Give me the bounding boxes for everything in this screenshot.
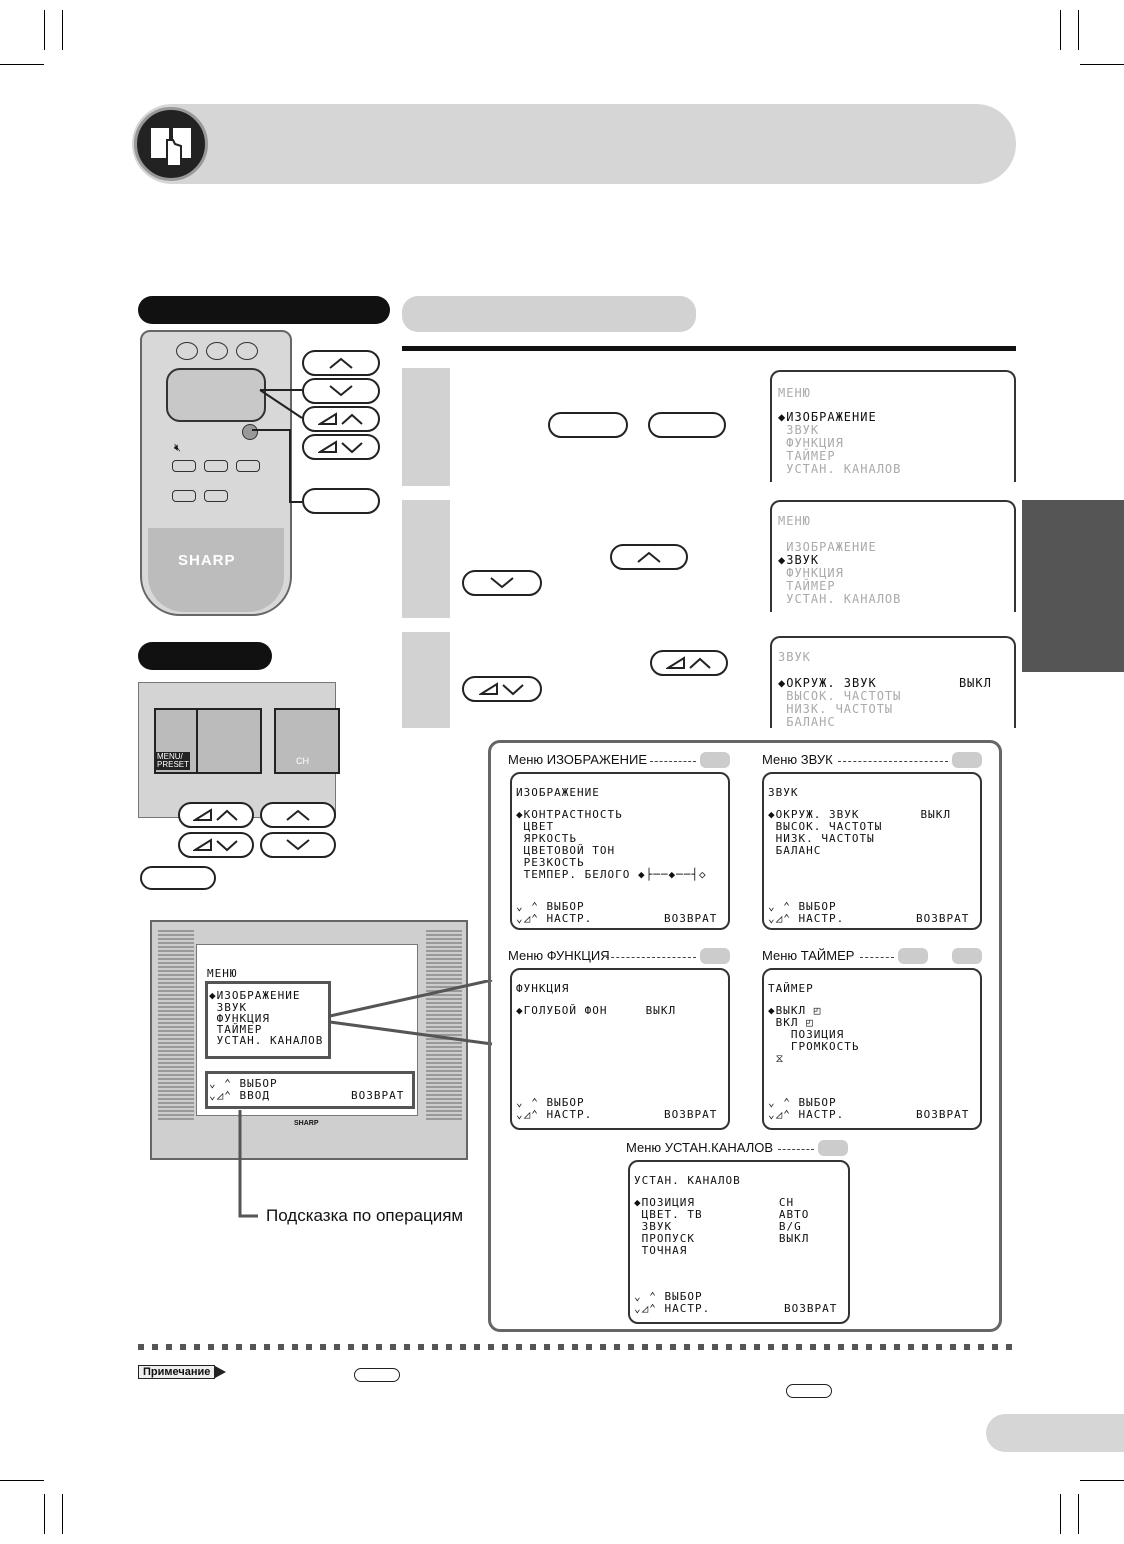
screen-item: ФУНКЦИЯ: [778, 436, 844, 450]
panel-vol-up-button: [178, 802, 254, 828]
menu-item: ТЕМПЕР. БЕЛОГО ◆├──◆──┤◇: [516, 868, 707, 881]
crop-mark: [1060, 10, 1061, 50]
panel-vol-down-button: [178, 832, 254, 858]
screen-item: УСТАН. КАНАЛОВ: [778, 592, 902, 606]
remote-button: [204, 460, 228, 472]
label-dotted-leader: [838, 761, 948, 762]
menu-item: ГРОМКОСТЬ: [768, 1040, 860, 1053]
menu-item: ЦВЕТОВОЙ ТОН: [516, 844, 616, 857]
crop-mark: [0, 64, 44, 65]
screen-item: ТАЙМЕР: [778, 579, 836, 593]
menu-item: ЦВЕТ. ТВ АВТО: [634, 1208, 810, 1221]
help-adjust: ⌄◿⌃ НАСТР.: [768, 1108, 845, 1121]
crop-mark: [1078, 1494, 1079, 1534]
channels-menu-screen: [628, 1160, 850, 1324]
label-dotted-leader: [778, 1149, 814, 1150]
section-header-bar: [132, 104, 1016, 184]
menu-item: ◆ГОЛУБОЙ ФОН ВЫКЛ: [516, 1004, 677, 1017]
crop-mark: [44, 1494, 45, 1534]
note-inline-button: [354, 1368, 400, 1382]
help-return: ВОЗВРАТ: [916, 1108, 970, 1121]
dotted-separator: [138, 1344, 1016, 1350]
step-2-marker: [402, 500, 450, 618]
crop-mark: [0, 1480, 44, 1481]
menu-item: РЕЗКОСТЬ: [516, 856, 585, 869]
screen-title: МЕНЮ: [778, 514, 811, 528]
screen-item: УСТАН. КАНАЛОВ: [778, 462, 902, 476]
page-ref-tab: [952, 948, 982, 964]
help-select: ⌄ ⌃ ВЫБОР: [516, 1096, 585, 1109]
note-label: [138, 1364, 227, 1380]
remote-brand: SHARP: [178, 552, 236, 569]
sound-menu-screen: [762, 772, 982, 930]
crop-mark: [1080, 1480, 1124, 1481]
timer-menu-screen: [762, 968, 982, 1130]
step-1-marker: [402, 368, 450, 486]
help-return: ВОЗВРАТ: [784, 1302, 838, 1315]
menu-title: ЗВУК: [768, 786, 799, 799]
ch-up-button: [302, 350, 380, 376]
step1-screen: [770, 370, 1016, 482]
page-ref-tab: [700, 752, 730, 768]
tv-menu-item: ТАЙМЕР: [209, 1023, 263, 1036]
step2-up-button: [610, 544, 688, 570]
screen-item-selected: ◆ИЗОБРАЖЕНИЕ: [778, 410, 877, 424]
help-adjust: ⌄◿⌃ НАСТР.: [634, 1302, 711, 1315]
menu-item: ◆ВЫКЛ ◰: [768, 1004, 822, 1017]
menu-title: УСТАН. КАНАЛОВ: [634, 1174, 741, 1187]
menu-item: БАЛАНС: [768, 844, 822, 857]
tv-help-enter: ⌄◿⌃ ВВОД: [209, 1089, 270, 1102]
menu-item: НИЗК. ЧАСТОТЫ: [768, 832, 875, 845]
step3-vol-up-button: [650, 650, 728, 676]
menu-item: ЯРКОСТЬ: [516, 832, 577, 845]
step3-vol-down-button: [462, 676, 542, 702]
menu-button: [302, 488, 380, 514]
vol-up-button: [302, 406, 380, 432]
screen-item-selected: ◆ОКРУЖ. ЗВУК ВЫКЛ: [778, 676, 992, 690]
tv-menu-title: МЕНЮ: [207, 967, 238, 980]
panel-ch-up-button: [260, 802, 336, 828]
screen-item: ВЫСОК. ЧАСТОТЫ: [778, 689, 902, 703]
steps-header-pill: [402, 296, 696, 332]
tv-help-select: ⌄ ⌃ ВЫБОР: [209, 1077, 278, 1090]
remote-button: [204, 490, 228, 502]
panel-vol-group: [196, 708, 262, 774]
remote-button: [172, 460, 196, 472]
note-label-text: Примечание: [138, 1365, 215, 1379]
remote-button-flashback: [176, 342, 198, 360]
page-ref-tab: [898, 948, 928, 964]
label-dotted-leader: [650, 761, 696, 762]
menu-item: ◆ПОЗИЦИЯ CH: [634, 1196, 795, 1209]
book-pointing-hand-icon: [134, 107, 208, 181]
crop-mark: [1080, 64, 1124, 65]
step1-menu-button: [548, 412, 628, 438]
screen-item: ЗВУК: [778, 423, 820, 437]
ch-down-button: [302, 378, 380, 404]
label-dotted-leader: [860, 957, 894, 958]
tv-menu-item: УСТАН. КАНАЛОВ: [209, 1034, 324, 1047]
vol-down-button: [302, 434, 380, 460]
panel-menu-preset-label: MENU/ PRESET: [157, 752, 190, 769]
screen-item: ФУНКЦИЯ: [778, 566, 844, 580]
help-adjust: ⌄◿⌃ НАСТР.: [516, 1108, 593, 1121]
tv-menu-item: ЗВУК: [209, 1001, 248, 1014]
menu-item: ВКЛ ◰: [768, 1016, 814, 1029]
menu-title: ИЗОБРАЖЕНИЕ: [516, 786, 600, 799]
menu-item: ◆ОКРУЖ. ЗВУК ВЫКЛ: [768, 808, 951, 821]
note-inline-button: [786, 1384, 832, 1398]
page-ref-tab: [952, 752, 982, 768]
function-menu-screen: [510, 968, 730, 1130]
menu-title: ТАЙМЕР: [768, 982, 814, 995]
channels-menu-label: Меню УСТАН.КАНАЛОВ: [626, 1140, 774, 1155]
remote-mute-icon: 🔇︎: [174, 442, 181, 454]
step1-button: [648, 412, 726, 438]
callout-lines: [230, 980, 500, 1220]
panel-ch-label: CH: [296, 756, 309, 766]
crop-mark: [44, 10, 45, 50]
crop-mark: [1078, 10, 1079, 50]
side-chapter-tab: [1022, 500, 1124, 672]
tv-speaker-left: [158, 930, 194, 1120]
menu-item: ПОЗИЦИЯ: [768, 1028, 845, 1041]
operation-hint-caption: Подсказка по операциям: [266, 1206, 464, 1225]
help-select: ⌄ ⌃ ВЫБОР: [768, 900, 837, 913]
help-return: ВОЗВРАТ: [664, 912, 718, 925]
help-adjust: ⌄◿⌃ НАСТР.: [768, 912, 845, 925]
page-ref-tab: [818, 1140, 848, 1156]
steps-rule: [402, 346, 1016, 351]
sound-menu-label: Меню ЗВУК: [762, 752, 833, 767]
timer-menu-label: Меню ТАЙМЕР: [762, 948, 855, 963]
remote-button-round: [206, 342, 228, 360]
menu-item: ⧖: [768, 1052, 785, 1065]
menu-item: ТОЧНАЯ: [634, 1244, 688, 1257]
picture-menu-label: Меню ИЗОБРАЖЕНИЕ: [508, 752, 647, 767]
panel-ch-down-button: [260, 832, 336, 858]
remote-callout-lines: [240, 370, 310, 510]
panel-menu-button: [140, 866, 216, 890]
tv-menu-item: ФУНКЦИЯ: [209, 1012, 270, 1025]
screen-title: ЗВУК: [778, 650, 811, 664]
note-arrow-icon: [215, 1365, 227, 1379]
crop-mark: [62, 10, 63, 50]
help-return: ВОЗВРАТ: [664, 1108, 718, 1121]
menu-title: ФУНКЦИЯ: [516, 982, 570, 995]
page-ref-tab: [700, 948, 730, 964]
step3-screen: [770, 636, 1016, 728]
menu-item: ВЫСОК. ЧАСТОТЫ: [768, 820, 883, 833]
crop-mark: [1060, 1494, 1061, 1534]
screen-item: ТАЙМЕР: [778, 449, 836, 463]
help-select: ⌄ ⌃ ВЫБОР: [516, 900, 585, 913]
tv-brand: SHARP: [294, 1120, 319, 1127]
tv-menu-item: ◆ИЗОБРАЖЕНИЕ: [209, 989, 301, 1002]
picture-menu-screen: [510, 772, 730, 930]
screen-item: БАЛАНС: [778, 715, 836, 728]
step2-down-button: [462, 570, 542, 596]
menu-item: ПРОПУСК ВЫКЛ: [634, 1232, 810, 1245]
label-dotted-leader: [606, 957, 696, 958]
remote-section-label: [138, 296, 390, 324]
help-select: ⌄ ⌃ ВЫБОР: [634, 1290, 703, 1303]
screen-title: МЕНЮ: [778, 386, 811, 400]
step-3-marker: [402, 632, 450, 728]
menu-item: ЗВУК B/G: [634, 1220, 802, 1233]
menu-item: ◆КОНТРАСТНОСТЬ: [516, 808, 623, 821]
help-adjust: ⌄◿⌃ НАСТР.: [516, 912, 593, 925]
menu-item: ЦВЕТ: [516, 820, 555, 833]
screen-item-selected: ◆ЗВУК: [778, 553, 820, 567]
remote-button: [172, 490, 196, 502]
tv-section-label: [138, 642, 272, 670]
function-menu-label: Меню ФУНКЦИЯ: [508, 948, 610, 963]
tv-help-return: ВОЗВРАТ: [351, 1089, 405, 1102]
help-select: ⌄ ⌃ ВЫБОР: [768, 1096, 837, 1109]
remote-lower-body: [148, 528, 284, 612]
screen-item: ИЗОБРАЖЕНИЕ: [778, 540, 877, 554]
crop-mark: [62, 1494, 63, 1534]
remote-button-round: [236, 342, 258, 360]
step2-screen: [770, 500, 1016, 612]
page-number-pill: [986, 1414, 1124, 1452]
screen-item: НИЗК. ЧАСТОТЫ: [778, 702, 894, 716]
help-return: ВОЗВРАТ: [916, 912, 970, 925]
